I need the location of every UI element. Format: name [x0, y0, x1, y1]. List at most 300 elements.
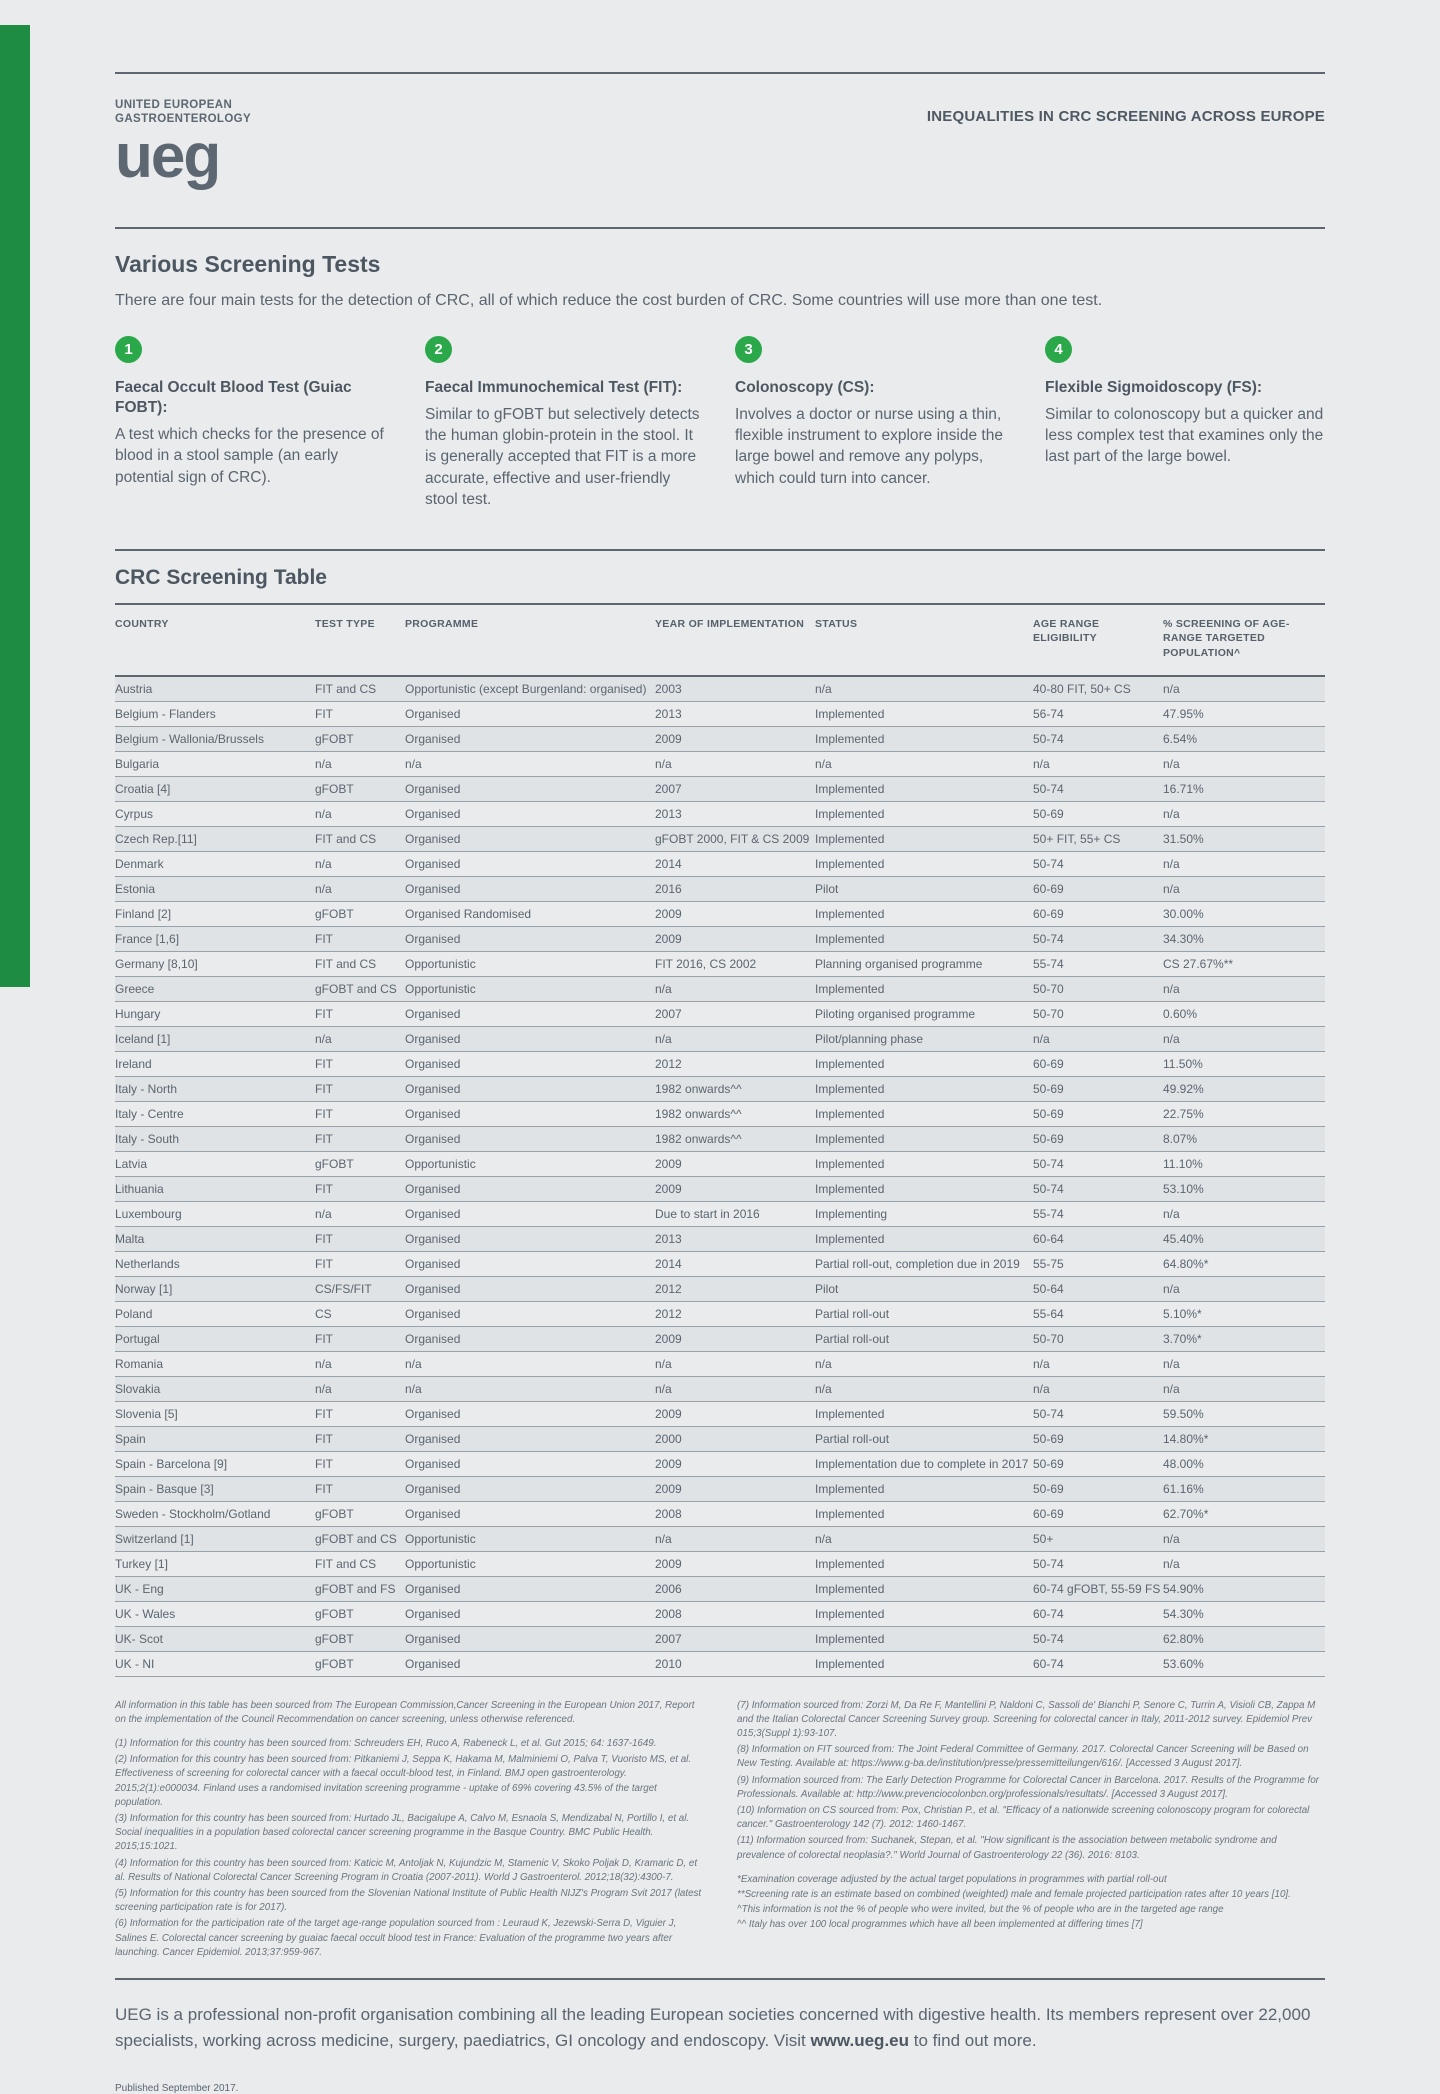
table-cell: Implemented	[815, 1501, 1033, 1526]
source-note: All information in this table has been sourced from The European Commission,Cancer Screening in the European Union 2017, Report on the implementation of the Council Recommendation on cancer screening, unless otherwise referenced.	[115, 1699, 695, 1725]
table-row	[115, 1551, 1325, 1576]
table-cell: 2013	[655, 701, 815, 726]
number-4-badge: 4	[1045, 336, 1072, 363]
table-cell: FIT	[315, 1401, 405, 1426]
table-cell: 64.80%*	[1163, 1251, 1325, 1276]
table-cell: 2009	[655, 1476, 815, 1501]
table-cell: Lithuania	[115, 1176, 315, 1201]
table-row	[115, 1001, 1325, 1026]
table-cell: Organised	[405, 1501, 655, 1526]
table-cell: n/a	[315, 851, 405, 876]
table-cell: 31.50%	[1163, 826, 1325, 851]
table-cell: CS/FS/FIT	[315, 1276, 405, 1301]
table-cell: Denmark	[115, 851, 315, 876]
footnote-item: ^This information is not the % of people who were invited, but the % of people who are in the targeted age range	[737, 1904, 1224, 1916]
table-cell: 2007	[655, 776, 815, 801]
table-cell: 62.80%	[1163, 1626, 1325, 1651]
table-cell: Italy - North	[115, 1076, 315, 1101]
table-row	[115, 676, 1325, 702]
table-cell: 50+	[1033, 1526, 1163, 1551]
footnote-item: (5) Information for this country has been sourced from the Slovenian National Institute of Public Health NIJZ's Program Svit 2017 (latest screening participation rate is for 2017).	[115, 1888, 702, 1914]
table-cell: 2007	[655, 1001, 815, 1026]
table-cell: Spain - Barcelona [9]	[115, 1451, 315, 1476]
table-cell: Cyrpus	[115, 801, 315, 826]
published-date: Published September 2017.	[115, 2083, 239, 2094]
table-cell: 60-74	[1033, 1601, 1163, 1626]
footnote-item: (4) Information for this country has been sourced from: Katicic M, Antoljak N, Kujundzic M, Stamenic V, Skoko Poljak D, Kramaric D, et al. Results of National Colorectal Cancer Screening Program in Croatia (2007-2011). World J Gastroenterol. 2012;18(32):4300-7.	[115, 1857, 698, 1883]
test-description: Similar to gFOBT but selectively detects the human globin-protein in the stool. It is generally accepted that FIT is a more accurate, effective and user-friendly stool test.	[425, 405, 700, 509]
crc-screening-table-section	[115, 549, 1325, 1677]
table-row	[115, 1176, 1325, 1201]
table-cell: UK - Wales	[115, 1601, 315, 1626]
table-cell: 60-74	[1033, 1651, 1163, 1676]
table-cell: Organised	[405, 1326, 655, 1351]
table-cell: 50-69	[1033, 1451, 1163, 1476]
table-cell: Implemented	[815, 726, 1033, 751]
table-cell: 1982 onwards^^	[655, 1101, 815, 1126]
table-cell: gFOBT	[315, 726, 405, 751]
table-row	[115, 826, 1325, 851]
table-cell: Organised	[405, 1101, 655, 1126]
tests-intro: There are four main tests for the detection of CRC, all of which reduce the cost burden of CRC. Some countries will use more than one test.	[115, 291, 1103, 309]
table-cell: n/a	[315, 1351, 405, 1376]
table-cell: 2009	[655, 726, 815, 751]
logo-wordmark: ueg	[115, 121, 220, 191]
table-cell: Implemented	[815, 901, 1033, 926]
table-cell: 50-69	[1033, 1101, 1163, 1126]
number-2-badge: 2	[425, 336, 452, 363]
footnote-item: ^^ Italy has over 100 local programmes which have all been implemented at differing times [7]	[737, 1919, 1143, 1931]
table-cell: Opportunistic	[405, 976, 655, 1001]
table-cell: FIT	[315, 1051, 405, 1076]
table-cell: 2003	[655, 676, 815, 702]
table-cell: Partial roll-out	[815, 1301, 1033, 1326]
table-cell: gFOBT	[315, 1501, 405, 1526]
table-row	[115, 1051, 1325, 1076]
table-cell: 1982 onwards^^	[655, 1126, 815, 1151]
table-row	[115, 1651, 1325, 1676]
table-cell: Spain - Basque [3]	[115, 1476, 315, 1501]
table-cell: Organised	[405, 701, 655, 726]
table-cell: n/a	[815, 1526, 1033, 1551]
table-cell: Implemented	[815, 776, 1033, 801]
table-cell: 2009	[655, 1176, 815, 1201]
tests-heading: Various Screening Tests	[115, 250, 381, 277]
table-cell: n/a	[1163, 1376, 1325, 1401]
table-cell: 2014	[655, 851, 815, 876]
table-cell: n/a	[1163, 801, 1325, 826]
table-cell: Implemented	[815, 1226, 1033, 1251]
table-cell: Switzerland [1]	[115, 1526, 315, 1551]
table-cell: Implemented	[815, 1126, 1033, 1151]
test-title: Faecal Immunochemical Test (FIT):	[425, 378, 683, 396]
table-cell: 2009	[655, 1551, 815, 1576]
table-cell: n/a	[1163, 1526, 1325, 1551]
table-cell: n/a	[1033, 1376, 1163, 1401]
table-row	[115, 1426, 1325, 1451]
table-cell: FIT and CS	[315, 676, 405, 702]
table-cell: 45.40%	[1163, 1226, 1325, 1251]
table-cell: n/a	[1163, 876, 1325, 901]
number-3-badge: 3	[735, 336, 762, 363]
table-cell: Opportunistic (except Burgenland: organised)	[405, 676, 655, 702]
footnote-item: (3) Information for this country has been sourced from: Hurtado JL, Bacigalupe A, Calvo M, Esnaola S, Mendizabal N, Portillo I, et al. Social inequalities in a population based colorectal cancer screening programme in the Basque Country. BMC Public Health. 2015;15:1021.	[115, 1813, 690, 1853]
table-cell: Organised	[405, 1401, 655, 1426]
table-cell: Implemented	[815, 1151, 1033, 1176]
table-cell: gFOBT	[315, 1151, 405, 1176]
test-title: Colonoscopy (CS):	[735, 378, 875, 396]
table-cell: 2008	[655, 1601, 815, 1626]
table-cell: Organised	[405, 1076, 655, 1101]
table-row	[115, 1301, 1325, 1326]
table-cell: 60-64	[1033, 1226, 1163, 1251]
table-cell: n/a	[815, 676, 1033, 702]
table-cell: gFOBT	[315, 901, 405, 926]
table-row	[115, 876, 1325, 901]
test-item-1	[115, 336, 395, 511]
table-cell: CS	[315, 1301, 405, 1326]
table-cell: 1982 onwards^^	[655, 1076, 815, 1101]
table-row	[115, 851, 1325, 876]
table-cell: gFOBT 2000, FIT & CS 2009	[655, 826, 815, 851]
table-cell: Opportunistic	[405, 951, 655, 976]
table-cell: n/a	[315, 751, 405, 776]
table-cell: Implemented	[815, 1551, 1033, 1576]
column-header: PROGRAMME	[405, 605, 655, 676]
table-cell: 2012	[655, 1051, 815, 1076]
table-cell: gFOBT	[315, 1626, 405, 1651]
table-row	[115, 1026, 1325, 1051]
table-cell: 14.80%*	[1163, 1426, 1325, 1451]
table-cell: n/a	[655, 1376, 815, 1401]
table-cell: UK - Eng	[115, 1576, 315, 1601]
table-cell: 47.95%	[1163, 701, 1325, 726]
table-cell: Organised	[405, 1001, 655, 1026]
table-cell: 30.00%	[1163, 901, 1325, 926]
table-row	[115, 951, 1325, 976]
table-cell: FIT	[315, 926, 405, 951]
table-cell: 53.60%	[1163, 1651, 1325, 1676]
table-cell: gFOBT and FS	[315, 1576, 405, 1601]
table-cell: Hungary	[115, 1001, 315, 1026]
table-cell: n/a	[315, 876, 405, 901]
table-cell: Czech Rep.[11]	[115, 826, 315, 851]
table-row	[115, 1351, 1325, 1376]
table-cell: n/a	[315, 1201, 405, 1226]
table-cell: Implemented	[815, 1626, 1033, 1651]
table-cell: Spain	[115, 1426, 315, 1451]
table-cell: 62.70%*	[1163, 1501, 1325, 1526]
table-cell: 48.00%	[1163, 1451, 1325, 1476]
table-cell: 50-70	[1033, 1001, 1163, 1026]
table-row	[115, 1151, 1325, 1176]
table-cell: 2009	[655, 1326, 815, 1351]
footnote-item: (11) Information sourced from: Suchanek, Stepan, et al. "How significant is the association between metabolic syndrome and prevalence of colorectal neoplasia?." World Journal of Gastroenterology 22 (36). 2016: 8103.	[737, 1835, 1277, 1861]
table-row	[115, 1201, 1325, 1226]
test-description: A test which checks for the presence of blood in a stool sample (an early potential sign of CRC).	[115, 425, 384, 486]
column-header: COUNTRY	[115, 605, 315, 676]
document-title: INEQUALITIES IN CRC SCREENING ACROSS EUROPE	[926, 108, 1325, 125]
table-cell: FIT	[315, 1326, 405, 1351]
table-cell: Romania	[115, 1351, 315, 1376]
test-item-2	[425, 336, 705, 511]
table-cell: Organised	[405, 776, 655, 801]
table-cell: Organised Randomised	[405, 901, 655, 926]
footnote-item: (7) Information sourced from: Zorzi M, Da Re F, Mantellini P, Naldoni C, Sassoli de' Bianchi P, Senore C, Turrin A, Visioli CB, Zappa M and the Italian Colorectal Cancer Screening Survey group. Screening for colorectal cancer in Italy, 2011-2012 survey. Epidemiol Prev 015;3(Suppl 1):93-107.	[737, 1699, 1316, 1740]
table-cell: FIT 2016, CS 2002	[655, 951, 815, 976]
test-description: Similar to colonoscopy but a quicker and less complex test that examines only the last part of the large bowel.	[1045, 405, 1324, 466]
table-cell: n/a	[815, 1376, 1033, 1401]
table-cell: 55-74	[1033, 1201, 1163, 1226]
table-row	[115, 776, 1325, 801]
table-cell: 50-74	[1033, 726, 1163, 751]
table-cell: Implemented	[815, 1401, 1033, 1426]
table-cell: Opportunistic	[405, 1526, 655, 1551]
table-cell: Belgium - Wallonia/Brussels	[115, 726, 315, 751]
table-cell: UK- Scot	[115, 1626, 315, 1651]
table-cell: n/a	[1163, 676, 1325, 702]
table-cell: Austria	[115, 676, 315, 702]
table-cell: Organised	[405, 1051, 655, 1076]
table-cell: 61.16%	[1163, 1476, 1325, 1501]
table-cell: FIT	[315, 701, 405, 726]
table-cell: FIT and CS	[315, 1551, 405, 1576]
table-cell: 50-70	[1033, 976, 1163, 1001]
table-cell: 60-69	[1033, 876, 1163, 901]
table-cell: n/a	[315, 1376, 405, 1401]
left-accent-bar	[0, 25, 30, 987]
table-cell: n/a	[655, 1351, 815, 1376]
table-cell: 3.70%*	[1163, 1326, 1325, 1351]
table-cell: 60-74 gFOBT, 55-59 FS	[1033, 1576, 1163, 1601]
table-cell: 22.75%	[1163, 1101, 1325, 1126]
table-cell: Implemented	[815, 801, 1033, 826]
table-cell: 50-74	[1033, 851, 1163, 876]
table-cell: 50-74	[1033, 1551, 1163, 1576]
ueg-website-link[interactable]: www.ueg.eu	[810, 2030, 909, 2050]
table-row	[115, 1376, 1325, 1401]
table-cell: 34.30%	[1163, 926, 1325, 951]
footnotes-symbols-list	[737, 1873, 1325, 1933]
table-cell: Implemented	[815, 1576, 1033, 1601]
table-cell: Organised	[405, 926, 655, 951]
table-cell: Croatia [4]	[115, 776, 315, 801]
table-cell: Organised	[405, 726, 655, 751]
tests-grid	[115, 336, 1325, 511]
table-cell: n/a	[405, 1376, 655, 1401]
table-cell: 49.92%	[1163, 1076, 1325, 1101]
table-row	[115, 1501, 1325, 1526]
table-cell: Organised	[405, 1176, 655, 1201]
table-cell: Latvia	[115, 1151, 315, 1176]
table-cell: Netherlands	[115, 1251, 315, 1276]
table-cell: 2009	[655, 901, 815, 926]
table-cell: 16.71%	[1163, 776, 1325, 801]
table-cell: Finland [2]	[115, 901, 315, 926]
table-cell: Implemented	[815, 1176, 1033, 1201]
table-cell: UK - NI	[115, 1651, 315, 1676]
footnotes-left-list	[115, 1737, 703, 1960]
footnote-item: (1) Information for this country has been sourced from: Schreuders EH, Ruco A, Rabeneck L, et al. Gut 2015; 64: 1637-1649.	[115, 1738, 657, 1750]
table-cell: 50-74	[1033, 776, 1163, 801]
table-cell: 2014	[655, 1251, 815, 1276]
table-cell: Portugal	[115, 1326, 315, 1351]
number-1-badge: 1	[115, 336, 142, 363]
table-cell: Implementation due to complete in 2017	[815, 1451, 1033, 1476]
ueg-logo	[115, 98, 252, 191]
table-row	[115, 1476, 1325, 1501]
table-cell: 2006	[655, 1576, 815, 1601]
table-row	[115, 1076, 1325, 1101]
footnotes	[115, 1699, 1325, 1962]
table-cell: gFOBT	[315, 776, 405, 801]
table-cell: CS 27.67%**	[1163, 951, 1325, 976]
table-row	[115, 901, 1325, 926]
table-cell: 50-69	[1033, 1426, 1163, 1451]
table-cell: 50-74	[1033, 1401, 1163, 1426]
table-cell: 2007	[655, 1626, 815, 1651]
table-row	[115, 1101, 1325, 1126]
table-cell: 60-69	[1033, 901, 1163, 926]
table-cell: FIT	[315, 1226, 405, 1251]
logo-line-2: GASTROENTEROLOGY	[115, 113, 252, 126]
table-row	[115, 1251, 1325, 1276]
page-footer	[115, 1978, 1325, 2094]
table-cell: 50-74	[1033, 1151, 1163, 1176]
screening-tests-section	[115, 229, 1325, 549]
table-cell: Slovakia	[115, 1376, 315, 1401]
table-cell: n/a	[1163, 751, 1325, 776]
table-cell: 55-75	[1033, 1251, 1163, 1276]
table-cell: Implemented	[815, 1051, 1033, 1076]
table-cell: 2009	[655, 1401, 815, 1426]
table-cell: Greece	[115, 976, 315, 1001]
table-cell: FIT and CS	[315, 826, 405, 851]
table-cell: n/a	[1033, 751, 1163, 776]
table-header-row	[115, 605, 1325, 676]
table-cell: 11.10%	[1163, 1151, 1325, 1176]
table-cell: FIT	[315, 1251, 405, 1276]
table-cell: gFOBT and CS	[315, 976, 405, 1001]
table-cell: Piloting organised programme	[815, 1001, 1033, 1026]
table-cell: 2009	[655, 1151, 815, 1176]
table-cell: Italy - South	[115, 1126, 315, 1151]
table-cell: n/a	[315, 801, 405, 826]
test-item-4	[1045, 336, 1325, 511]
table-cell: Pilot	[815, 1276, 1033, 1301]
table-cell: Poland	[115, 1301, 315, 1326]
table-cell: FIT	[315, 1476, 405, 1501]
table-cell: Implemented	[815, 1476, 1033, 1501]
table-cell: Implementing	[815, 1201, 1033, 1226]
table-row	[115, 1601, 1325, 1626]
table-cell: Ireland	[115, 1051, 315, 1076]
table-cell: Pilot	[815, 876, 1033, 901]
table-cell: Estonia	[115, 876, 315, 901]
table-cell: Implemented	[815, 851, 1033, 876]
table-cell: gFOBT	[315, 1651, 405, 1676]
table-cell: 60-69	[1033, 1051, 1163, 1076]
table-cell: n/a	[1163, 1551, 1325, 1576]
table-cell: 50-69	[1033, 1476, 1163, 1501]
table-cell: 11.50%	[1163, 1051, 1325, 1076]
table-cell: 60-69	[1033, 1501, 1163, 1526]
table-cell: n/a	[655, 976, 815, 1001]
table-cell: n/a	[655, 1026, 815, 1051]
table-cell: FIT and CS	[315, 951, 405, 976]
table-row	[115, 926, 1325, 951]
table-row	[115, 1126, 1325, 1151]
table-cell: Organised	[405, 1301, 655, 1326]
table-cell: FIT	[315, 1076, 405, 1101]
table-cell: 50-74	[1033, 926, 1163, 951]
footnote-item: **Screening rate is an estimate based on combined (weighted) male and female projected participation rates after 10 years [10].	[737, 1889, 1291, 1901]
table-cell: Organised	[405, 1601, 655, 1626]
table-cell: FIT	[315, 1101, 405, 1126]
table-cell: Due to start in 2016	[655, 1201, 815, 1226]
table-cell: 56-74	[1033, 701, 1163, 726]
table-cell: n/a	[1163, 1201, 1325, 1226]
footnote-item: (10) Information on CS sourced from: Pox, Christian P., et al. "Efficacy of a nationwide screening colonoscopy program for colorectal cancer." Gastroenterology 142 (7). 2012: 1460-1467.	[737, 1805, 1310, 1831]
table-cell: n/a	[315, 1026, 405, 1051]
table-cell: Implemented	[815, 1601, 1033, 1626]
table-cell: Organised	[405, 1651, 655, 1676]
table-cell: 2008	[655, 1501, 815, 1526]
table-cell: n/a	[1033, 1351, 1163, 1376]
table-cell: Bulgaria	[115, 751, 315, 776]
table-cell: Organised	[405, 1251, 655, 1276]
table-cell: Iceland [1]	[115, 1026, 315, 1051]
about-post: to find out more.	[909, 2030, 1037, 2050]
table-cell: FIT	[315, 1426, 405, 1451]
table-cell: Germany [8,10]	[115, 951, 315, 976]
table-row	[115, 1576, 1325, 1601]
table-cell: FIT	[315, 1176, 405, 1201]
table-cell: n/a	[655, 751, 815, 776]
table-cell: FIT	[315, 1001, 405, 1026]
table-row	[115, 726, 1325, 751]
table-cell: 2012	[655, 1301, 815, 1326]
table-cell: Opportunistic	[405, 1151, 655, 1176]
table-cell: Organised	[405, 1201, 655, 1226]
table-cell: Organised	[405, 1026, 655, 1051]
table-row	[115, 751, 1325, 776]
screening-table-body	[115, 676, 1325, 1677]
table-cell: 2016	[655, 876, 815, 901]
footnote-item: *Examination coverage adjusted by the actual target populations in programmes with partial roll-out	[737, 1873, 1167, 1885]
table-cell: 50-74	[1033, 1626, 1163, 1651]
column-header: YEAR OF IMPLEMENTATION	[655, 605, 815, 676]
table-cell: n/a	[405, 1351, 655, 1376]
table-cell: 0.60%	[1163, 1001, 1325, 1026]
table-cell: France [1,6]	[115, 926, 315, 951]
page-header	[115, 72, 1325, 229]
table-cell: 8.07%	[1163, 1126, 1325, 1151]
page-content	[115, 0, 1325, 2094]
table-cell: Luxembourg	[115, 1201, 315, 1226]
table-cell: Implemented	[815, 1101, 1033, 1126]
footnotes-right-list	[737, 1699, 1325, 1863]
table-cell: Implemented	[815, 1076, 1033, 1101]
table-cell: Sweden - Stockholm/Gotland	[115, 1501, 315, 1526]
table-row	[115, 701, 1325, 726]
table-cell: 50+ FIT, 55+ CS	[1033, 826, 1163, 851]
footnotes-left-column	[115, 1699, 703, 1962]
table-cell: Implemented	[815, 826, 1033, 851]
column-header: AGE RANGE ELIGIBILITY	[1033, 605, 1163, 676]
footnotes-right-column	[737, 1699, 1325, 1962]
table-cell: 2010	[655, 1651, 815, 1676]
